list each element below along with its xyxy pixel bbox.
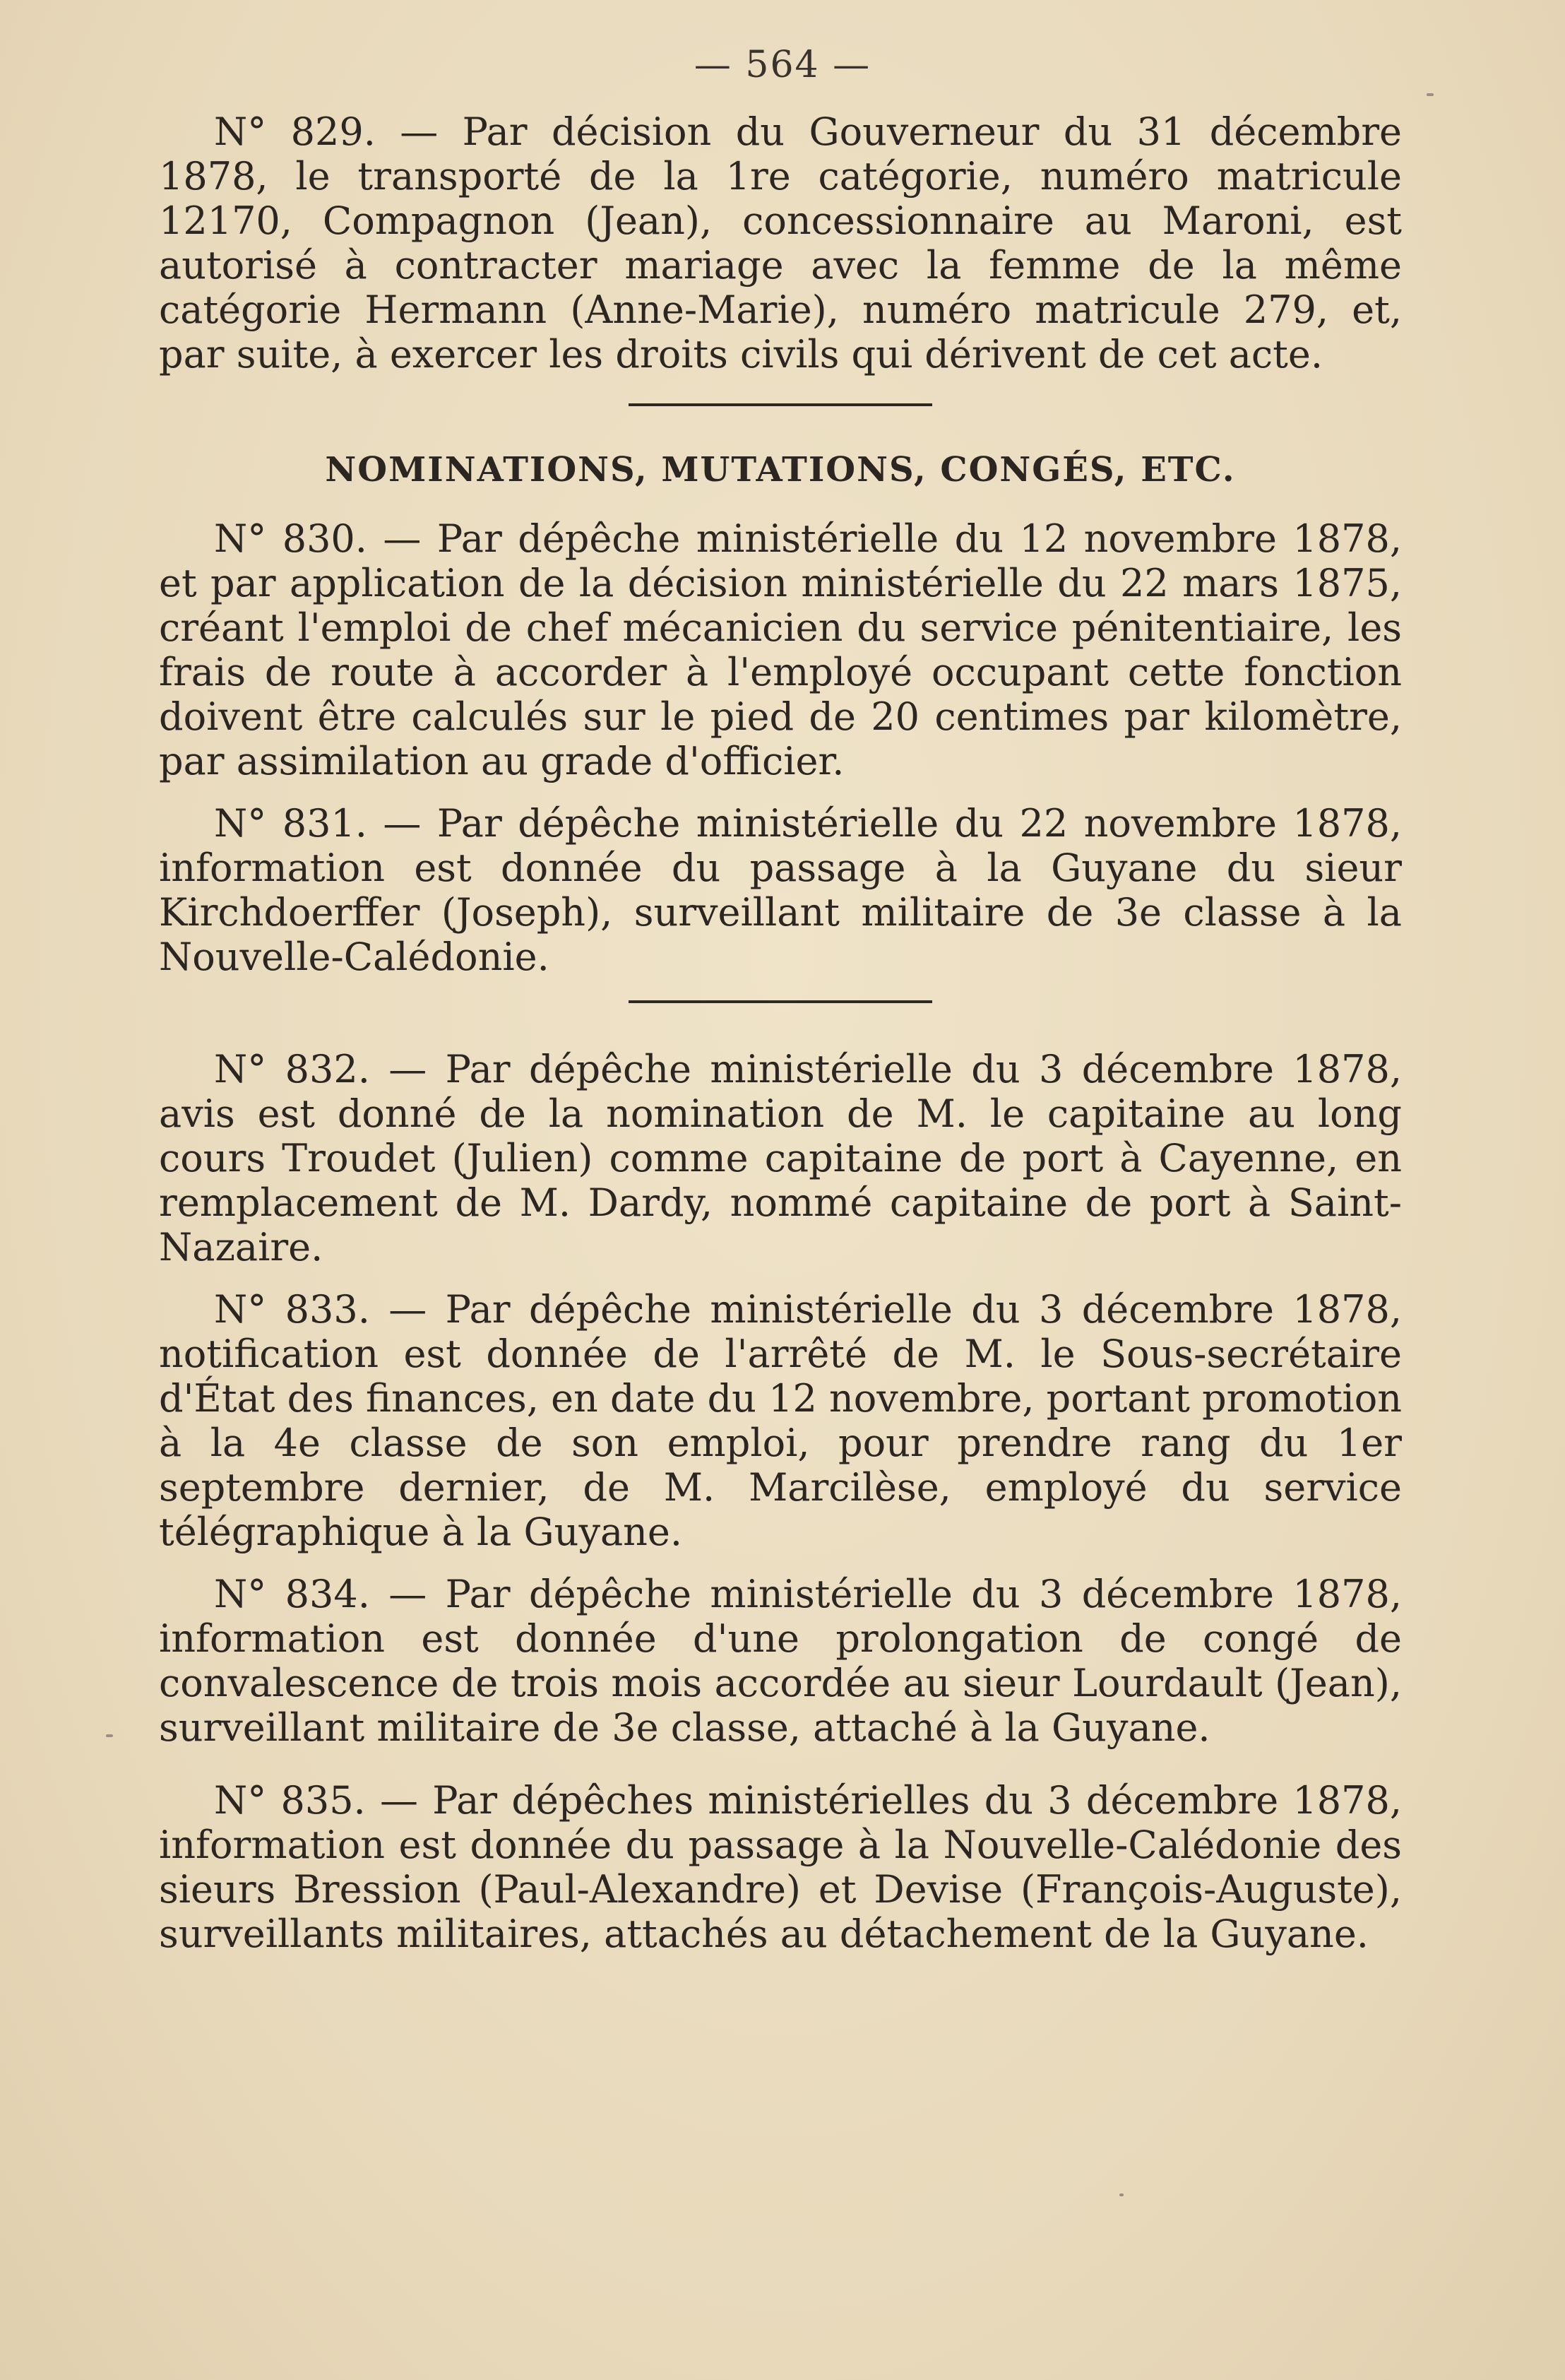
paper-speck bbox=[106, 1734, 113, 1737]
entry-835: N° 835. — Par dépêches ministérielles du 3 décembre 1878, information est donnée du passage à la Nouvelle-Calédonie des sieurs Bression (Paul-Alexandre) et Devise (François-Auguste), surveillants militaires, attachés au détachement de la Guyane. bbox=[159, 1778, 1402, 1956]
divider-rule bbox=[629, 1000, 932, 1003]
entry-830: N° 830. — Par dépêche ministérielle du 12 novembre 1878, et par application de la décision ministérielle du 22 mars 1875, créant l'emploi de chef mécanicien du service pénitentiaire, les frais de route à accorder à l'employé occupant cette fonction doivent être calculés sur le pied de 20 centimes par kilomètre, par assimilation au grade d'officier. bbox=[159, 516, 1402, 783]
page-content bbox=[159, 109, 1402, 1956]
divider-rule bbox=[629, 403, 932, 406]
entry-832: N° 832. — Par dépêche ministérielle du 3 décembre 1878, avis est donné de la nomination de M. le capitaine au long cours Troudet (Julien) comme capitaine de port à Cayenne, en remplacement de M. Dardy, nommé capitaine de port à Saint-Nazaire. bbox=[159, 1047, 1402, 1269]
paper-speck bbox=[1427, 93, 1434, 96]
page-number: — 564 — bbox=[694, 44, 871, 86]
entry-829: N° 829. — Par décision du Gouverneur du 31 décembre 1878, le transporté de la 1re catégorie, numéro matricule 12170, Compagnon (Jean), concessionnaire au Maroni, est autorisé à contracter mariage avec la femme de la même catégorie Hermann (Anne-Marie), numéro matricule 279, et, par suite, à exercer les droits civils qui dérivent de cet acte. bbox=[159, 109, 1402, 377]
paper-speck bbox=[1119, 2193, 1124, 2196]
entry-831: N° 831. — Par dépêche ministérielle du 22 novembre 1878, information est donnée du passage à la Guyane du sieur Kirchdoerffer (Joseph), surveillant militaire de 3e classe à la Nouvelle-Calédonie. bbox=[159, 801, 1402, 979]
section-heading: NOMINATIONS, MUTATIONS, CONGÉS, ETC. bbox=[325, 450, 1236, 490]
entry-833: N° 833. — Par dépêche ministérielle du 3 décembre 1878, notification est donnée de l'arrêté de M. le Sous-secrétaire d'État des finances, en date du 12 novembre, portant promotion à la 4e classe de son emploi, pour prendre rang du 1er septembre dernier, de M. Marcilèse, employé du service télégraphique à la Guyane. bbox=[159, 1287, 1402, 1554]
entry-834: N° 834. — Par dépêche ministérielle du 3 décembre 1878, information est donnée d'une prolongation de congé de convalescence de trois mois accordée au sieur Lourdault (Jean), surveillant militaire de 3e classe, attaché à la Guyane. bbox=[159, 1572, 1402, 1750]
